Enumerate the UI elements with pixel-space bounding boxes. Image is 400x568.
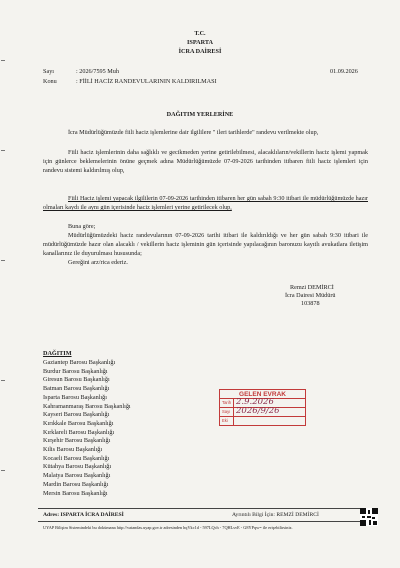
- scan-mark: [1, 470, 5, 471]
- distribution-item: Kocaeli Barosu Başkanlığı: [43, 454, 110, 462]
- footer-contact: Ayrıntılı Bilgi İçin: REMZİ DEMİRCİ: [232, 512, 319, 518]
- distribution-item: Kırklareli Barosu Başkanlığı: [43, 428, 115, 436]
- paragraph-3: Fiili Haciz işlemi yapacak ilgililerin 07-09-2026 tarihinden itibaren her gün sabah 9:30 itibari ile müdürlüğümüzde hazır olmaları kaydı ile aynı gün içerisinde haciz işlemleri yerine getirilecek olup,: [43, 195, 368, 211]
- sayi-value: : 2026/7595 Muh: [76, 68, 119, 75]
- sayi-label: Sayı: [43, 68, 55, 75]
- distribution-item: Mardin Barosu Başkanlığı: [43, 480, 109, 488]
- footer-address: Adres: ISPARTA İCRA DAİRESİ: [43, 512, 124, 518]
- distribution-item: Kırıkkale Barosu Başkanlığı: [43, 419, 114, 427]
- signature-number: 103878: [301, 300, 320, 307]
- paragraph-4: Buna göre;: [68, 223, 96, 230]
- paragraph-5: Müdürlüğümüzdeki haciz randevularının 07-09-2026 tarihi itibari ile kaldırıldığı ve her gün sabah 9:30 itibari ile müdürlüğümüzde hazır olan alacaklı / vekillerin haciz işleminin gün içerisinde yapılacağının baronuzu kayıtlı avukatlara iletişim kanallarınız ile duyurulması hususunda;: [43, 232, 368, 257]
- stamp-number-label: Sayı: [222, 409, 231, 414]
- stamp-row-attachment: [220, 416, 305, 426]
- footer-divider: [38, 508, 370, 509]
- distribution-item: Giresun Barosu Başkanlığı: [43, 376, 110, 384]
- distribution-title: DAĞITIM: [43, 350, 72, 357]
- paragraph-6: Gereğini arz/rica ederiz.: [68, 259, 128, 266]
- header-office: İCRA DAİRESİ: [178, 48, 222, 55]
- scan-mark: [1, 260, 5, 261]
- header-city: ISPARTA: [186, 39, 214, 46]
- konu-value: : FİİLİ HACİZ RANDEVULARININ KALDIRILMASI: [76, 78, 217, 85]
- konu-label: Konu: [43, 78, 57, 85]
- distribution-item: Kilis Barosu Başkanlığı: [43, 446, 103, 454]
- distribution-list: [43, 359, 131, 498]
- scan-mark: [1, 380, 5, 381]
- distribution-item: Gaziantep Barosu Başkanlığı: [43, 359, 116, 366]
- paragraph-2: Fiili haciz işlemlerinin daha sağlıklı ve gecikmeden yerine getirilebilmesi, alacaklıların/vekillerin haciz işlemi yapmak için günlerce beklemelerinin önüne geçmek adına Müdürlüğümüzde 07-09-2026 tarihinden itibaren fiili haciz işlemleri için randevu sistemi kaldırılmış olup,: [43, 149, 368, 174]
- document-date: 01.09.2026: [330, 68, 358, 75]
- stamp-date-value: 2.9.2026: [236, 397, 274, 407]
- stamp-date-label: Tarih: [222, 400, 232, 405]
- stamp-attachment-label: Eki: [222, 418, 228, 423]
- qr-code-icon: [360, 508, 378, 526]
- distribution-item: Batman Barosu Başkanlığı: [43, 385, 110, 393]
- distribution-item: Mersin Barosu Başkanlığı: [43, 489, 108, 497]
- distribution-item: Malatya Barosu Başkanlığı: [43, 472, 111, 480]
- section-title: DAĞITIM YERLERİNE: [166, 111, 234, 118]
- signature-name: Remzi DEMİRCİ: [290, 284, 334, 291]
- stamp-number-value: 2026/9/26: [236, 406, 280, 416]
- distribution-item: Burdur Barosu Başkanlığı: [43, 367, 108, 375]
- footer-verify-link[interactable]: UYAP Bilişim Sistemindeki bu dokümana http://vatandas.uyap.gov.tr adresinden hqVkc1d - 597LQch - 7QHLsvE - G8YPqw= ile erişebilirsiniz.: [43, 525, 293, 530]
- distribution-item: Kayseri Barosu Başkanlığı: [43, 411, 110, 419]
- signature-title: İcra Dairesi Müdürü: [285, 292, 336, 299]
- distribution-item: Isparta Barosu Başkanlığı: [43, 393, 107, 401]
- incoming-stamp: [219, 389, 306, 426]
- stamp-title: GELEN EVRAK: [239, 391, 286, 398]
- distribution-item: Kırşehir Barosu Başkanlığı: [43, 437, 111, 445]
- paragraph-1: İcra Müdürlüğümüzde fiili haciz işlemlerine dair ilgililere " ileri tarihlerde" randevu verilmekte olup,: [68, 129, 319, 136]
- scan-mark: [1, 150, 5, 151]
- distribution-item: Kahramanmaraş Barosu Başkanlığı: [43, 402, 131, 410]
- footer-divider-2: [38, 521, 370, 522]
- scan-mark: [1, 60, 5, 61]
- distribution-item: Kütahya Barosu Başkanlığı: [43, 463, 112, 471]
- header-tc: T.C.: [194, 30, 206, 37]
